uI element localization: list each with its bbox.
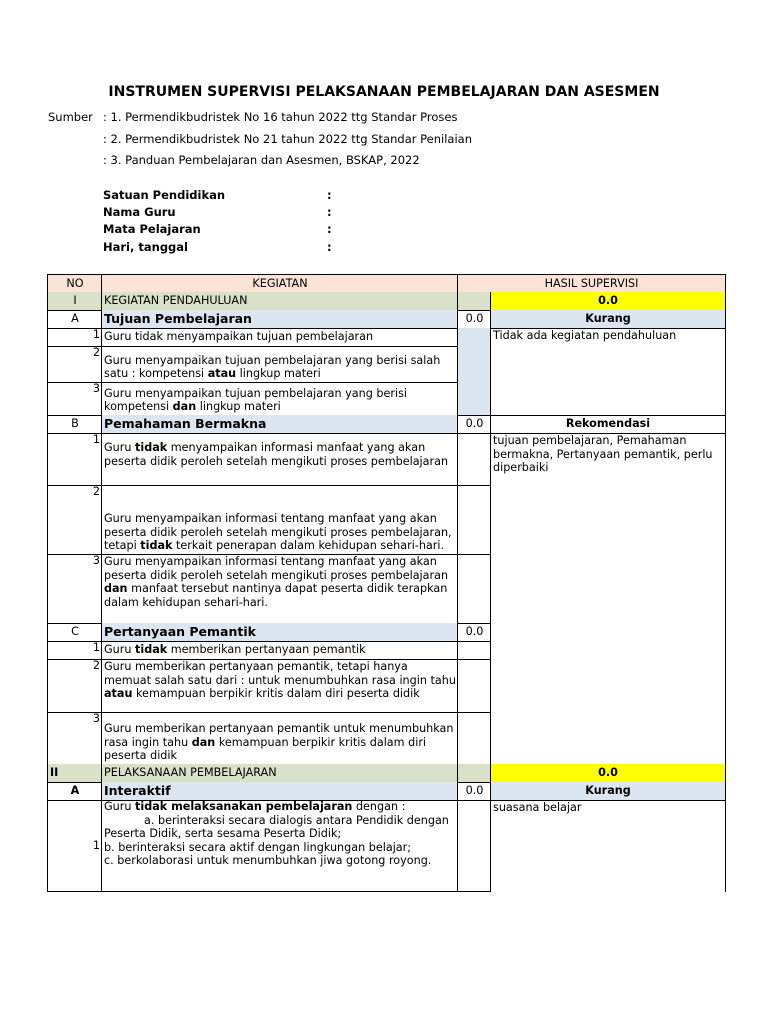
item-no: 1 [47,328,102,347]
item-no: 3 [47,712,102,765]
item-no: 3 [47,554,102,624]
item-text: Guru memberikan pertanyaan pemantik untuk menumbuhkan rasa ingin tahu dan kemampuan berpikir kritis dalam diri peserta didik [101,712,458,765]
field-label-nama-guru: Nama Guru [103,205,176,219]
item-score-cell [457,641,491,660]
result-note: tujuan pembelajaran, Pemahaman bermakna, Pertanyaan pemantik, perlu diperbaiki [490,433,726,765]
item-no: 2 [47,346,102,383]
item-score-cell [457,712,491,765]
item-no: 2 [47,485,102,555]
result-note: Tidak ada kegiatan pendahuluan [490,328,726,416]
item-no: 1 [47,800,102,892]
source-label: Sumber [48,110,93,124]
source-item: : 2. Permendikbudristek No 21 tahun 2022 ttg Standar Penilaian [103,132,472,146]
source-item: : 3. Panduan Pembelajaran dan Asesmen, BSKAP, 2022 [103,153,420,167]
item-text: Guru tidak melaksanakan pembelajaran dengan : a. berinteraksi secara dialogis antara Pendidik dengan Peserta Didik, serta sesama Peserta Didik; b. berinteraksi secara aktif dengan lingkungan belajar; c. berkolaborasi untuk menumbuhkan jiwa gotong royong. [101,800,458,892]
section-score: 0.0 [490,764,726,783]
item-text: Guru tidak menyampaikan tujuan pembelajaran [101,328,458,347]
result-note: suasana belajar [490,800,726,892]
item-no: 1 [47,433,102,486]
item-text: Guru menyampaikan tujuan pembelajaran yang berisi kompetensi dan lingkup materi [101,382,458,416]
result-label: Rekomendasi [490,415,726,434]
item-score-cell [457,328,491,347]
item-score-cell [457,346,491,383]
subsection-score: 0.0 [457,415,491,434]
item-text: Guru tidak menyampaikan informasi manfaat yang akan peserta didik peroleh setelah mengikuti proses pembelajaran [101,433,458,486]
section-score: 0.0 [490,292,726,311]
subsection-title: Pertanyaan Pemantik [101,623,458,642]
section-title: PELAKSANAAN PEMBELAJARAN [101,764,458,783]
field-label-mata-pelajaran: Mata Pelajaran [103,222,201,236]
header-no: NO [47,274,102,293]
source-item: : 1. Permendikbudristek No 16 tahun 2022 ttg Standar Proses [103,110,458,124]
subsection-title: Tujuan Pembelajaran [101,310,458,329]
item-text: Guru menyampaikan tujuan pembelajaran yang berisi salah satu : kompetensi atau lingkup materi [101,346,458,383]
subsection-score: 0.0 [457,310,491,329]
item-score-cell [457,659,491,713]
item-score-cell [457,433,491,486]
field-colon: : [327,188,332,202]
subsection-title: Pemahaman Bermakna [101,415,458,434]
header-hasil: HASIL SUPERVISI [457,274,726,293]
subsection-score: 0.0 [457,623,491,642]
item-text: Guru menyampaikan informasi tentang manfaat yang akan peserta didik peroleh setelah mengikuti proses pembelajaran, tetapi tidak terkait penerapan dalam kehidupan sehari-hari. [101,485,458,555]
item-score-cell [457,800,491,892]
item-no: 1 [47,641,102,660]
subsection-no: A [47,782,102,801]
subsection-score: 0.0 [457,782,491,801]
subsection-no: A [47,310,102,329]
field-colon: : [327,205,332,219]
item-score-cell [457,554,491,624]
page-title: INSTRUMEN SUPERVISI PELAKSANAAN PEMBELAJARAN DAN ASESMEN [108,84,660,100]
item-text: Guru tidak memberikan pertanyaan pemantik [101,641,458,660]
subsection-no: C [47,623,102,642]
item-text: Guru memberikan pertanyaan pemantik, tetapi hanya memuat salah satu dari : untuk menumbuhkan rasa ingin tahu atau kemampuan berpikir kritis dalam diri peserta didik [101,659,458,713]
section-blank-cell [457,764,491,783]
item-score-cell [457,382,491,416]
item-score-cell [457,485,491,555]
section-no: I [47,292,102,311]
result-label: Kurang [490,782,726,801]
section-title: KEGIATAN PENDAHULUAN [101,292,458,311]
field-colon: : [327,240,332,254]
field-colon: : [327,222,332,236]
section-no: II [47,764,102,783]
field-label-satuan: Satuan Pendidikan [103,188,226,202]
field-label-hari-tanggal: Hari, tanggal [103,240,188,254]
section-blank-cell [457,292,491,311]
subsection-no: B [47,415,102,434]
item-text: Guru menyampaikan informasi tentang manfaat yang akan peserta didik peroleh setelah mengikuti proses pembelajaran dan manfaat tersebut nantinya dapat peserta didik terapkan dalam kehidupan sehari-hari. [101,554,458,624]
item-no: 3 [47,382,102,416]
header-kegiatan: KEGIATAN [101,274,458,293]
subsection-title: Interaktif [101,782,458,801]
result-label: Kurang [490,310,726,329]
item-no: 2 [47,659,102,713]
